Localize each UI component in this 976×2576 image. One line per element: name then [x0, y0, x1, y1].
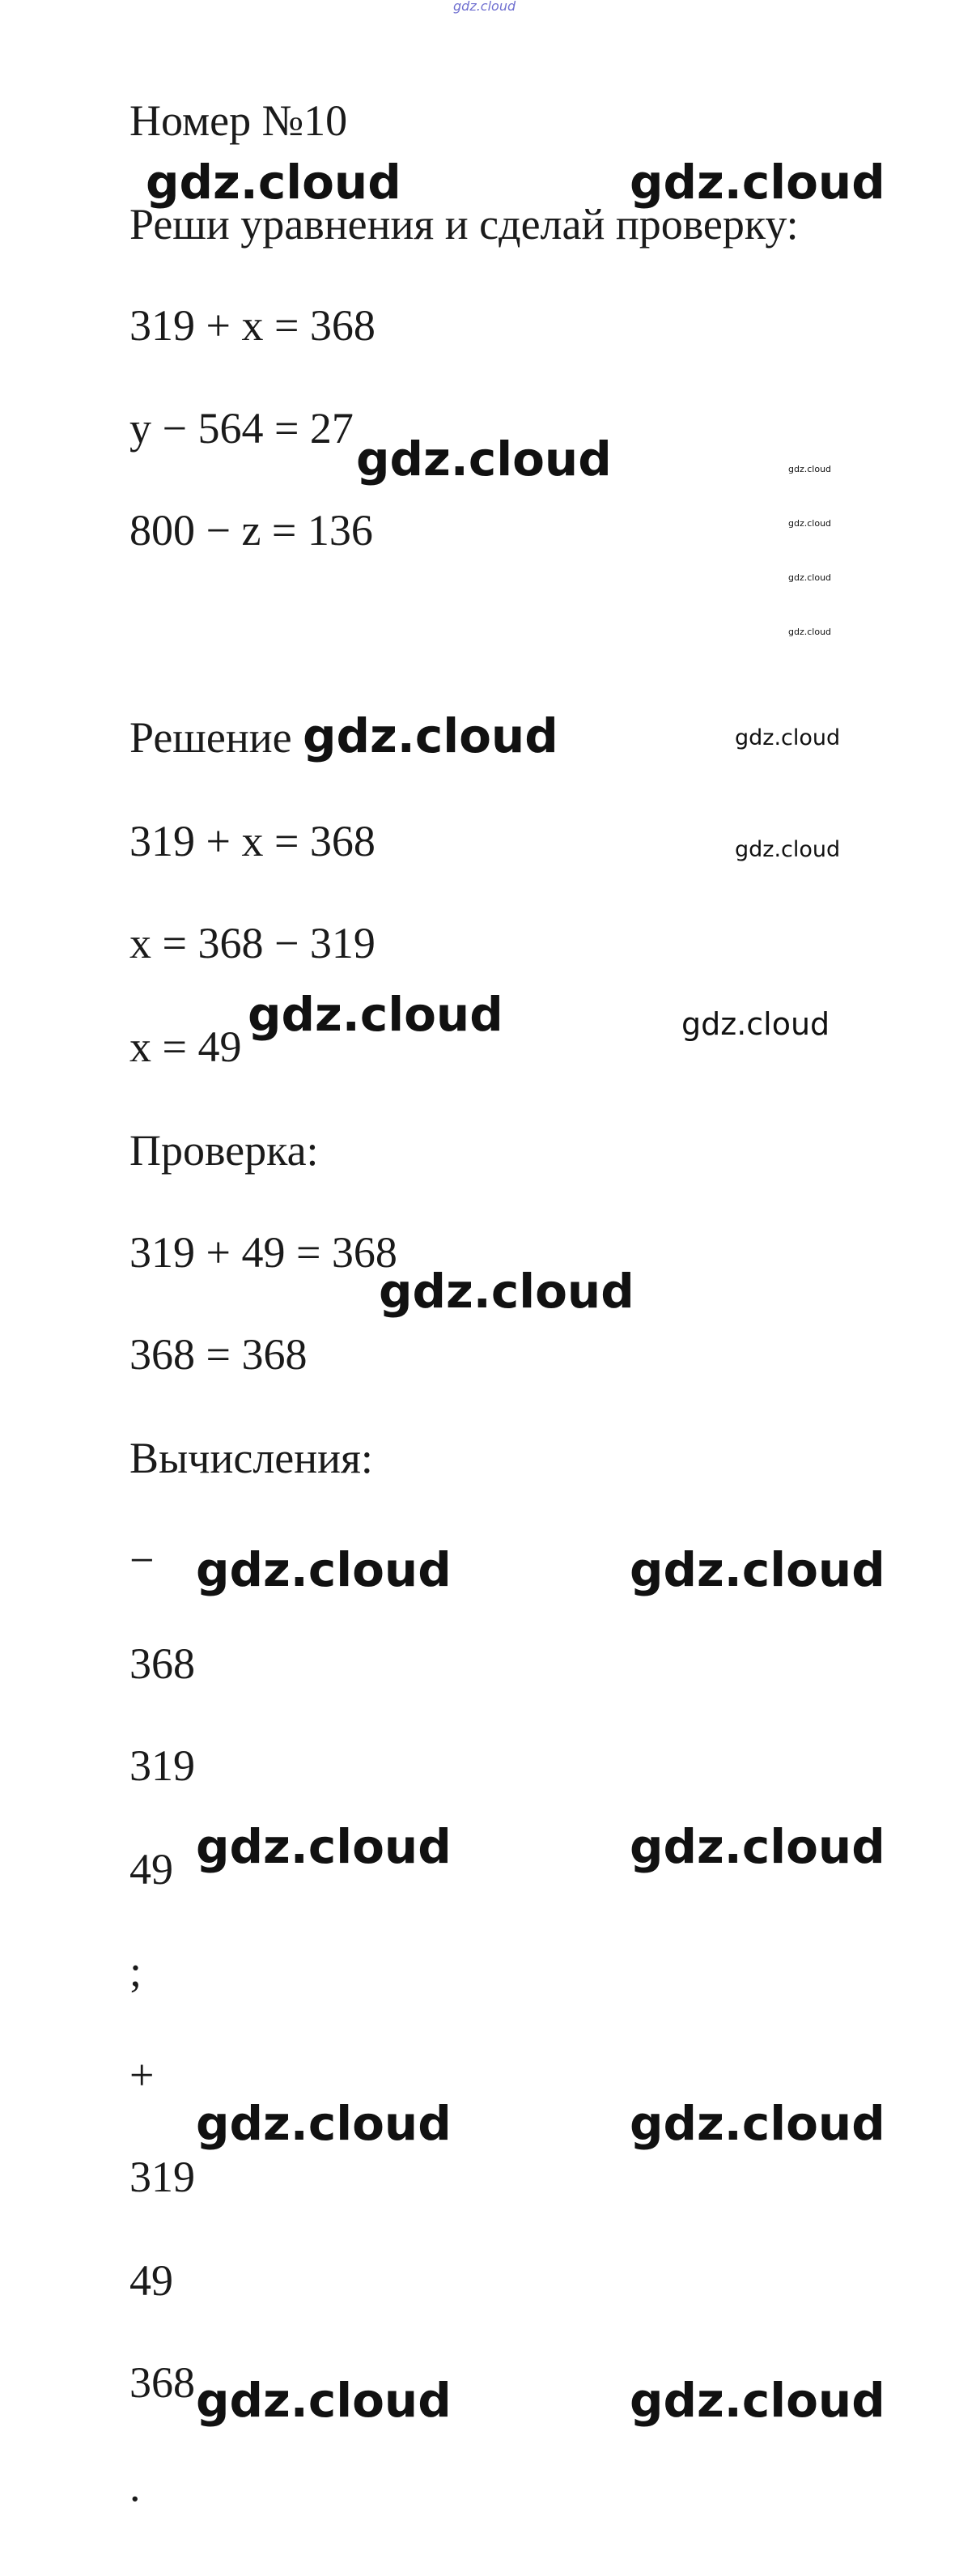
- solution-label: Решение: [129, 713, 292, 762]
- watermark: gdz.cloud: [356, 431, 612, 487]
- check-step-2: 368 = 368: [129, 1330, 308, 1379]
- watermark: gdz.cloud: [196, 1819, 452, 1874]
- problem-number: Номер №10: [129, 96, 348, 145]
- solution-step-3: x = 49: [129, 1022, 242, 1071]
- watermark-small: gdz.cloud: [788, 572, 832, 583]
- calc2-operator: +: [129, 2051, 155, 2099]
- watermark-medium: gdz.cloud: [735, 725, 841, 750]
- watermark-medium: gdz.cloud: [735, 837, 841, 862]
- watermark: gdz.cloud: [630, 1542, 885, 1597]
- watermark: gdz.cloud: [630, 155, 885, 210]
- watermark: gdz.cloud: [196, 2096, 452, 2151]
- calc2-terminator: .: [129, 2462, 141, 2510]
- task-text: Реши уравнения и сделай проверку:: [129, 200, 799, 249]
- watermark: gdz.cloud: [196, 1542, 452, 1597]
- calc1-top: 368: [129, 1639, 195, 1688]
- calc1-result: 49: [129, 1845, 173, 1894]
- watermark: gdz.cloud: [196, 2373, 452, 2428]
- equation-1: 319 + x = 368: [129, 301, 376, 350]
- calc2-result: 368: [129, 2358, 195, 2407]
- calc1-terminator: ;: [129, 1947, 142, 1996]
- watermark: gdz.cloud: [248, 987, 503, 1042]
- watermark-small: gdz.cloud: [788, 627, 832, 637]
- solution-step-2: x = 368 − 319: [129, 919, 376, 967]
- watermark-small: gdz.cloud: [788, 464, 832, 474]
- check-label: Проверка:: [129, 1126, 319, 1175]
- watermark: gdz.cloud: [303, 708, 558, 763]
- watermark: gdz.cloud: [630, 2373, 885, 2428]
- equation-2: y − 564 = 27: [129, 404, 354, 453]
- calc-label: Вычисления:: [129, 1434, 373, 1482]
- calc1-bottom: 319: [129, 1741, 195, 1790]
- watermark: gdz.cloud: [630, 1819, 885, 1874]
- watermark: gdz.cloud: [146, 155, 401, 210]
- calc2-bottom: 49: [129, 2256, 173, 2305]
- top-watermark: gdz.cloud: [453, 0, 516, 14]
- watermark: gdz.cloud: [379, 1264, 634, 1319]
- watermark: gdz.cloud: [630, 2096, 885, 2151]
- equation-3: 800 − z = 136: [129, 506, 373, 555]
- solution-step-1: 319 + x = 368: [129, 817, 376, 865]
- calc2-top: 319: [129, 2153, 195, 2201]
- watermark-large: gdz.cloud: [681, 1006, 830, 1042]
- calc1-operator: −: [129, 1536, 155, 1584]
- check-step-1: 319 + 49 = 368: [129, 1228, 397, 1277]
- watermark-small: gdz.cloud: [788, 518, 832, 529]
